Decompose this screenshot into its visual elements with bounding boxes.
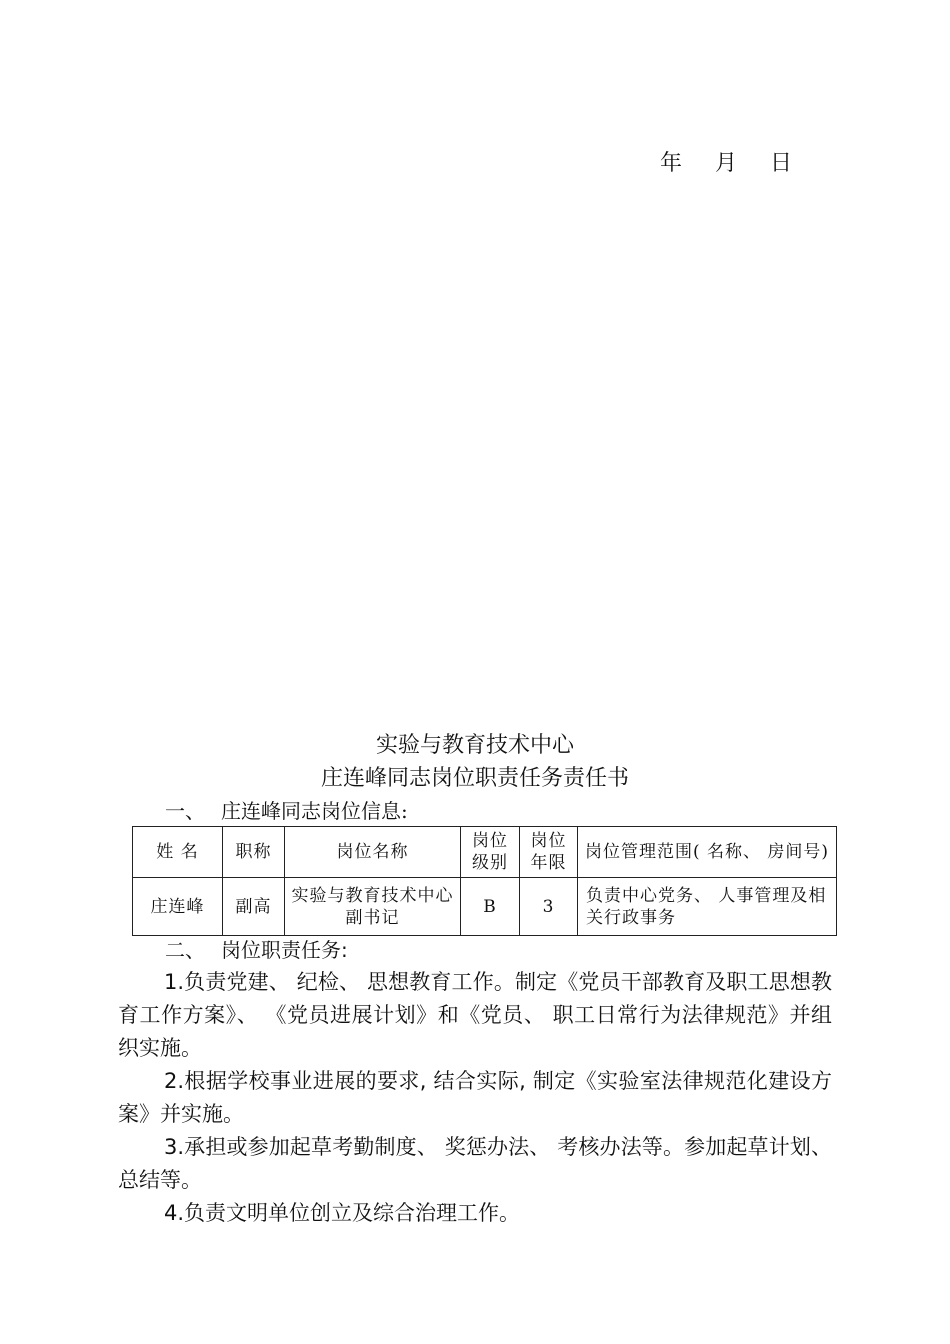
date-line — [660, 146, 816, 177]
header-position: 岗位名称 — [285, 827, 461, 878]
date-year: 年 — [660, 151, 685, 176]
cell-scope: 负责中心党务、 人事管理及相关行政事务 — [578, 878, 837, 936]
cell-position: 实验与教育技术中心副书记 — [285, 878, 461, 936]
date-month: 月 — [715, 151, 740, 176]
duty-list — [118, 966, 832, 1230]
cell-name: 庄连峰 — [133, 878, 223, 936]
section-2-title: 岗位职责任务: — [221, 938, 348, 962]
section-2-number: 二、 — [165, 938, 205, 962]
header-title: 职称 — [223, 827, 285, 878]
position-info-table — [132, 826, 837, 936]
header-name: 姓 名 — [133, 827, 223, 878]
table-row — [133, 878, 837, 936]
duty-item: 4.负责文明单位创立及综合治理工作。 — [164, 1201, 521, 1225]
header-scope: 岗位管理范围( 名称、 房间号) — [578, 827, 837, 878]
section-1-title: 庄连峰同志岗位信息: — [221, 799, 408, 823]
document-title: 庄连峰同志岗位职责任务责任书 — [320, 766, 629, 791]
document-title-org: 实验与教育技术中心 — [375, 733, 574, 758]
header-level: 岗位级别 — [461, 827, 520, 878]
duty-item: 2.根据学校事业进展的要求, 结合实际, 制定《实验室法律规范化建设方案》并实施。 — [118, 1069, 832, 1126]
duty-item: 3.承担或参加起草考勤制度、 奖惩办法、 考核办法等。参加起草计划、 总结等。 — [118, 1135, 832, 1192]
section-1-heading — [165, 795, 408, 824]
cell-years: 3 — [520, 878, 578, 936]
cell-level: B — [461, 878, 520, 936]
date-day: 日 — [770, 151, 795, 176]
section-2-heading — [165, 934, 348, 963]
table-header-row — [133, 827, 837, 878]
header-years: 岗位年限 — [520, 827, 578, 878]
duty-item: 1.负责党建、 纪检、 思想教育工作。制定《党员干部教育及职工思想教育工作方案》、 《党员进展计划》和《党员、 职工日常行为法律规范》并组织实施。 — [118, 970, 832, 1060]
section-1-number: 一、 — [165, 799, 205, 823]
cell-title: 副高 — [223, 878, 285, 936]
